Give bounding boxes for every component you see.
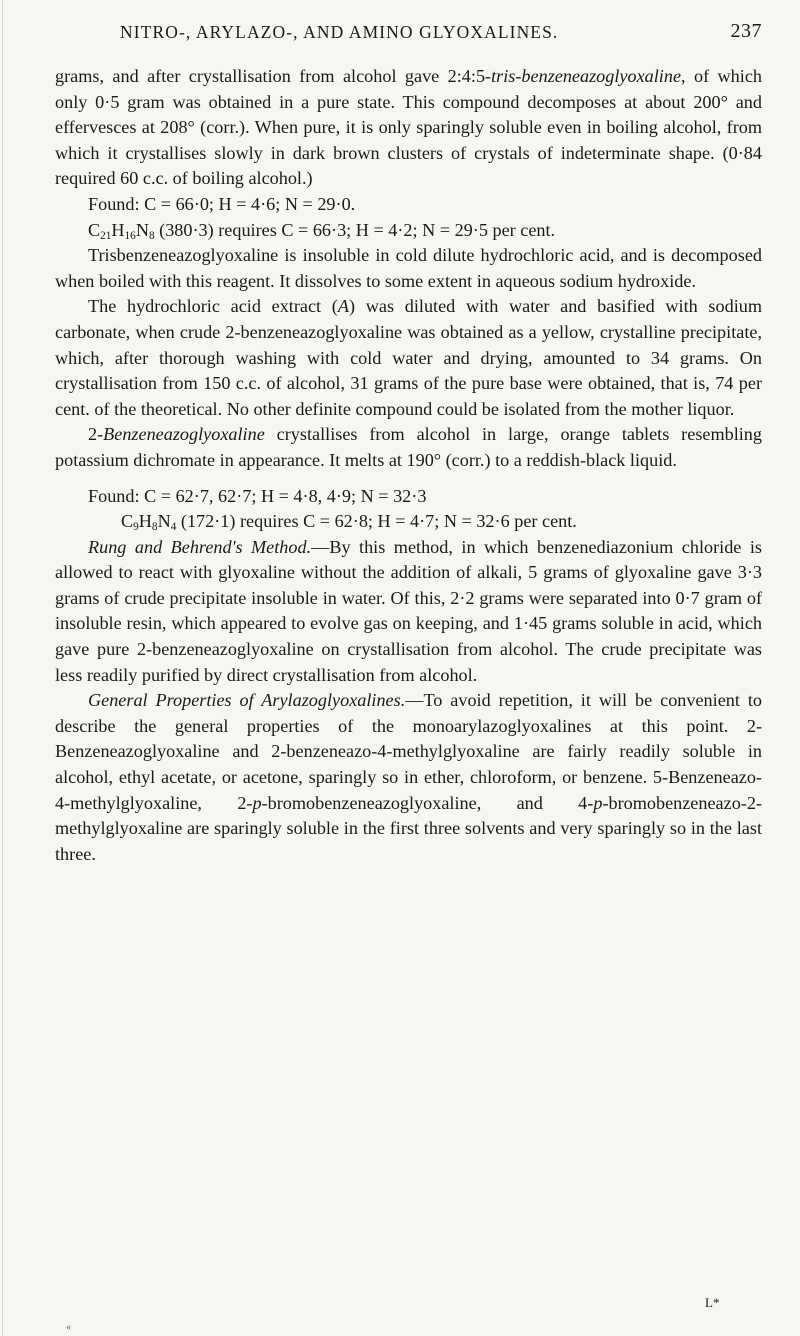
signature-mark: L* xyxy=(705,1295,720,1310)
formula-1-rest: (380·3) requires C = 66·3; H = 4·2; N = 29·5 per cent. xyxy=(154,219,556,240)
formula-2-h-sub: 8 xyxy=(151,521,158,534)
paragraph-3-text-a: The hydrochloric acid extract ( xyxy=(88,296,338,317)
paragraph-2: Trisbenzeneazoglyoxaline is insoluble in cold dilute hydrochloric acid, and is decomposed when boiled with this reagent. It dissolves to some extent in aqueous sodium hydroxide. xyxy=(55,245,762,291)
formula-1-h-sub: 16 xyxy=(124,229,136,242)
paragraph-3-text-c: ) was diluted with water and basified with sodium carbonate, when crude 2-benzeneazoglyoxaline was obtained as a yellow, crystalline precipitate, which, after thorough washing with cold water and drying, amounted to 34 grams. On crystallisation from 150 c.c. of alcohol, 31 grams of the pure base were obtained, that is, 74 per cent. of the theoretical. No other definite compound could be isolated from the mother liquor. xyxy=(55,296,762,419)
paragraph-6-text-b: —To avoid repetition, it will be convenient to describe the general properties of the monoarylazoglyoxalines at this point. 2-Benzeneazoglyoxaline and 2-benzeneazo-4-methylglyoxaline are fairly readily soluble in alcohol, ethyl acetate, or acetone, sparingly so in ether, chloroform, or benzene. 5-Benzeneazo-4-methylglyoxaline, 2- xyxy=(55,690,762,813)
formula-2-rest: (172·1) requires C = 62·8; H = 4·7; N = 32·6 per cent. xyxy=(176,511,577,532)
paragraph-1-text-a: grams, and after crystallisation from alcohol gave 2:4:5- xyxy=(55,66,492,86)
running-head-title: NITRO-, ARYLAZO-, AND AMINO GLYOXALINES. xyxy=(120,22,559,42)
paragraph-5-text-b: —By this method, in which benzenediazonium chloride is allowed to react with glyoxaline without the addition of alkali, 5 grams of glyoxaline gave 3·3 grams of crude precipitate insoluble in water. Of this, 2·2 grams were separated into 0·7 gram of insoluble resin, which appeared to evolve gas on keeping, and 1·45 grams soluble in acid, which gave pure 2-benzeneazoglyoxaline on crystallisation from alcohol. The crude precipitate was less readily purified by direct crystallisation from alcohol. xyxy=(55,536,762,685)
paragraph-6 xyxy=(55,688,762,867)
section-heading-general-properties: General Properties of Arylazoglyoxalines. xyxy=(88,690,406,711)
formula-1-c-sub: 21 xyxy=(100,229,112,242)
formula-2-c-sub: 9 xyxy=(133,521,139,534)
formula-1-c: C xyxy=(88,219,101,240)
formula-2-n-sub: 4 xyxy=(170,521,177,534)
paragraph-5 xyxy=(55,535,762,689)
stray-mark: « xyxy=(66,1322,71,1333)
paragraph-6-text-f: -bromobenzeneazo-2-methylglyoxaline are sparingly soluble in the first three solvents and very sparingly so in the last three. xyxy=(55,792,762,864)
formula-requirement-2 xyxy=(55,509,762,535)
formula-requirement-1 xyxy=(55,218,762,244)
body-text xyxy=(55,64,762,867)
analysis-found-2: Found: C = 62·7, 62·7; H = 4·8, 4·9; N = 32·3 xyxy=(88,485,427,506)
paragraph-4-text-c: crystallises from alcohol in large, orange tablets resembling potassium dichromate in appearance. It melts at 190° (corr.) to a reddish-black liquid. xyxy=(55,424,762,470)
paragraph-1 xyxy=(55,64,762,192)
para-prefix-1: p xyxy=(252,792,262,813)
formula-1-n-sub: 8 xyxy=(148,229,155,242)
compound-name-tris: tris-benzeneazoglyoxaline xyxy=(491,66,682,86)
para-prefix-2: p xyxy=(593,792,603,813)
formula-2-n: N xyxy=(157,511,171,532)
formula-1-n: N xyxy=(135,219,149,240)
formula-2-h: H xyxy=(138,511,152,532)
paragraph-3 xyxy=(55,294,762,422)
page-edge-shadow xyxy=(2,0,3,1336)
paragraph-1-text-c: , of which only 0·5 gram was obtained in a pure state. This compound decomposes at about 200° and effervesces at 208° (corr.). When pure, it is only sparingly soluble even in boiling alcohol, from which it crystallises slowly in dark brown clusters of crystals of indeterminate shape. (0·84 required 60 c.c. of boiling alcohol.) xyxy=(55,66,762,189)
formula-2-c: C xyxy=(121,511,134,532)
extract-label-a: A xyxy=(337,296,349,317)
compound-name-benzeneazo: Benzeneazoglyoxaline xyxy=(103,424,265,445)
formula-1-h: H xyxy=(111,219,125,240)
paragraph-4 xyxy=(55,422,762,473)
analysis-found-1: Found: C = 66·0; H = 4·6; N = 29·0. xyxy=(88,193,356,214)
paragraph-6-text-d: -bromobenzeneazoglyoxaline, and 4- xyxy=(261,792,594,813)
section-heading-rung-behrend: Rung and Behrend's Method. xyxy=(88,536,312,557)
paragraph-4-text-a: 2- xyxy=(88,424,104,445)
page-number: 237 xyxy=(730,20,762,42)
